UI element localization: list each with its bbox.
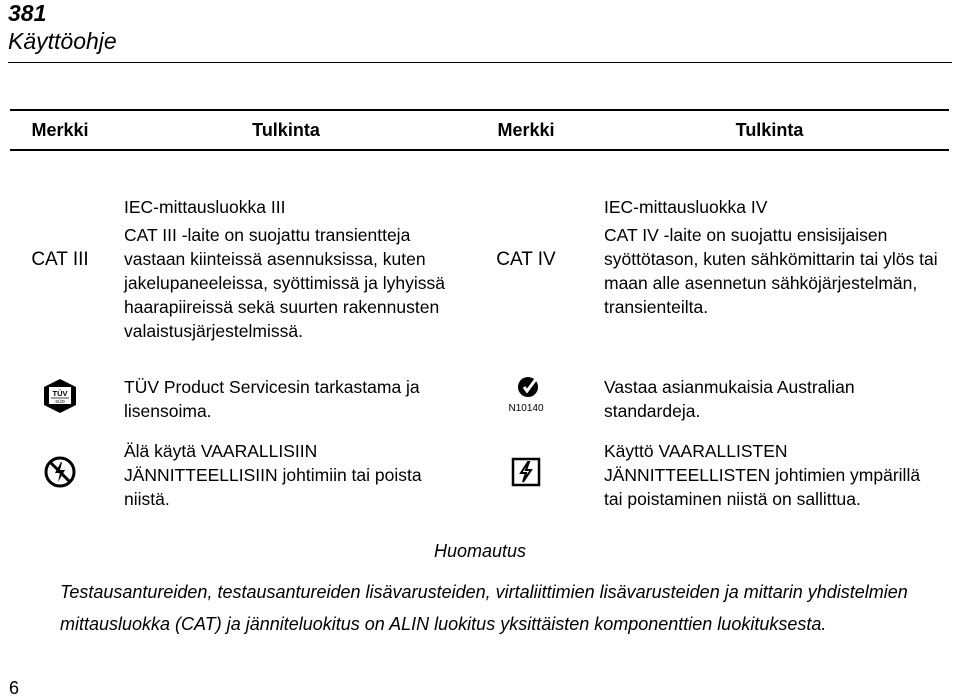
cat-iii-title: IEC-mittausluokka III <box>124 197 286 217</box>
ctick-mark-icon <box>491 376 561 416</box>
cat-iv-symbol: CAT IV <box>496 248 556 270</box>
note-text: Testausantureiden, testausantureiden lisävarusteiden, virtaliittimien lisävarusteiden ja mittarin yhdistelmien mittausluokka (CAT) ja jänniteluokitus on ALIN luokitus yksittäisten komponenttien luokituksesta. <box>60 582 908 634</box>
cat-iv-description: CAT IV -laite on suojattu ensisijaisen syöttötason, kuten sähkömittarin tai ylös tai maan alle asennetun sähköjärjestelmän, transienteilta. <box>604 225 938 317</box>
no-hazardous-voltage-description: Älä käytä VAARALLISIIN JÄNNITTEELLISIIN johtimiin tai poista niistä. <box>124 441 422 509</box>
ctick-label: N10140 <box>508 403 544 414</box>
column-header-meaning: Tulkinta <box>110 110 462 150</box>
table-row <box>10 368 949 430</box>
no-hazardous-voltage-icon <box>44 456 76 488</box>
hazardous-voltage-permitted-icon <box>511 457 541 487</box>
table-row <box>10 430 949 520</box>
cat-iv-title: IEC-mittausluokka IV <box>604 197 768 217</box>
column-header-meaning-2: Tulkinta <box>590 110 949 150</box>
hazardous-voltage-permitted-description: Käyttö VAARALLISTEN JÄNNITTEELLISTEN johtimien ympärillä tai poistaminen niistä on sallittua. <box>604 441 921 509</box>
ctick-description: Vastaa asianmukaisia Australian standardeja. <box>604 377 855 421</box>
tuv-product-service-icon <box>43 378 77 414</box>
tuv-logo-bottom-text: SÜD <box>55 399 65 404</box>
tuv-description: TÜV Product Servicesin tarkastama ja lisensoima. <box>124 377 420 421</box>
cat-iii-symbol: CAT III <box>31 248 89 270</box>
cat-iii-description: CAT III -laite on suojattu transientteja vastaan kiinteissä asennuksissa, kuten jakelupaneeleissa, syöttimissä ja lyhyissä haarapiireissä sekä suurten rakennusten valaistusjärjestelmissä. <box>124 225 445 341</box>
table-header-row <box>10 110 949 150</box>
tuv-logo-top-text: TÜV <box>52 389 68 398</box>
column-header-symbol: Merkki <box>10 110 110 150</box>
note-title: Huomautus <box>433 541 527 561</box>
header-divider <box>8 62 952 63</box>
page-number: 6 <box>9 678 20 698</box>
manual-number: 381 <box>8 0 47 26</box>
column-header-symbol-2: Merkki <box>462 110 590 150</box>
symbol-table <box>10 109 949 520</box>
manual-subtitle: Käyttöohje <box>8 28 117 54</box>
table-row <box>10 150 949 368</box>
